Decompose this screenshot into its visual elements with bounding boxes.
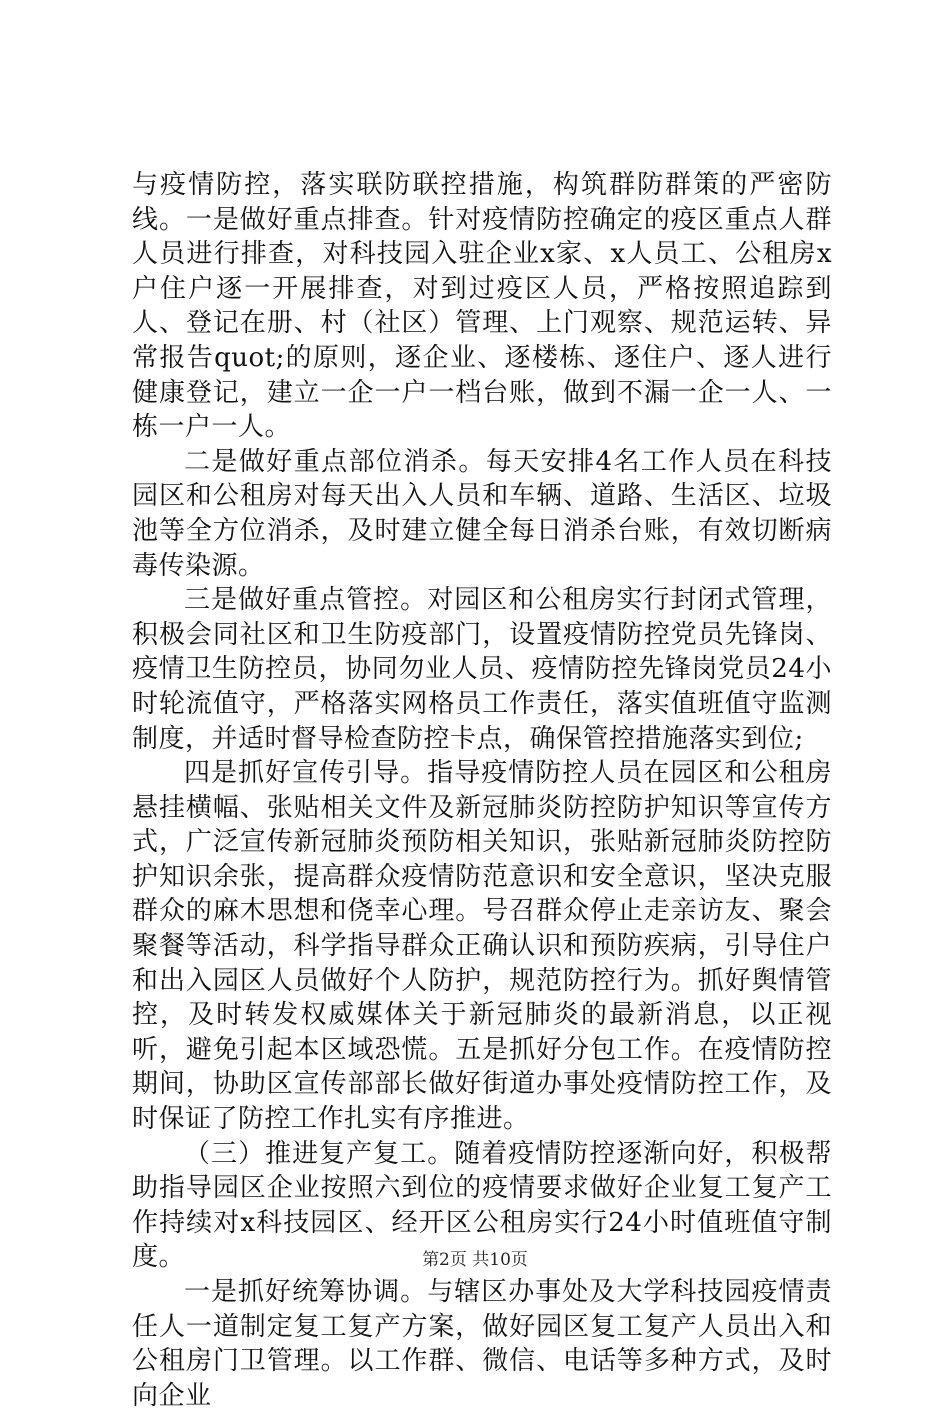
paragraph-5: （三）推进复产复工。随着疫情防控逐渐向好，积极帮助指导园区企业按照六到位的疫情要求做好企业复工复产工作持续对x科技园区、经开区公租房实行24小时值班值守制度。 [132, 1138, 832, 1273]
document-body [132, 168, 832, 1413]
paragraph-4: 四是抓好宣传引导。指导疫情防控人员在园区和公租房悬挂横幅、张贴相关文件及新冠肺炎防控防护知识等宣传方式，广泛宣传新冠肺炎预防相关知识，张贴新冠肺炎防控防护知识余张，提高群众疫情防范意识和安全意识，坚决克服群众的麻木思想和侥幸心理。号召群众停止走亲访友、聚会聚餐等活动，科学指导群众正确认识和预防疾病，引导住户和出入园区人员做好个人防护，规范防控行为。抓好舆情管控，及时转发权威媒体关于新冠肺炎的最新消息，以正视听，避免引起本区域恐慌。五是抓好分包工作。在疫情防控期间，协助区宣传部部长做好街道办事处疫情防控工作，及时保证了防控工作扎实有序推进。 [132, 758, 832, 1135]
paragraph-1: 与疫情防控，落实联防联控措施，构筑群防群策的严密防线。一是做好重点排查。针对疫情防控确定的疫区重点人群人员进行排查，对科技园入驻企业x家、x人员工、公租房x户住户逐一开展排查，对到过疫区人员，严格按照追踪到人、登记在册、村（社区）管理、上门观察、规范运转、异常报告quot;的原则，逐企业、逐楼栋、逐住户、逐人进行健康登记，建立一企一户一档台账，做到不漏一企一人、一栋一户一人。 [132, 170, 832, 443]
page-number-footer: 第2页 共10页 [422, 1250, 528, 1270]
paragraph-2: 二是做好重点部位消杀。每天安排4名工作人员在科技园区和公租房对每天出入人员和车辆、道路、生活区、垃圾池等全方位消杀，及时建立健全每日消杀台账，有效切断病毒传染源。 [132, 446, 832, 581]
paragraph-3: 三是做好重点管控。对园区和公租房实行封闭式管理，积极会同社区和卫生防疫部门，设置疫情防控党员先锋岗、疫情卫生防控员，协同勿业人员、疫情防控先锋岗党员24小时轮流值守，严格落实网格员工作责任，落实值班值守监测制度，并适时督导检查防控卡点，确保管控措施落实到位; [132, 585, 832, 754]
paragraph-6: 一是抓好统筹协调。与辖区办事处及大学科技园疫情责任人一道制定复工复产方案，做好园区复工复产人员出入和公租房门卫管理。以工作群、微信、电话等多种方式，及时向企业 [132, 1277, 832, 1411]
